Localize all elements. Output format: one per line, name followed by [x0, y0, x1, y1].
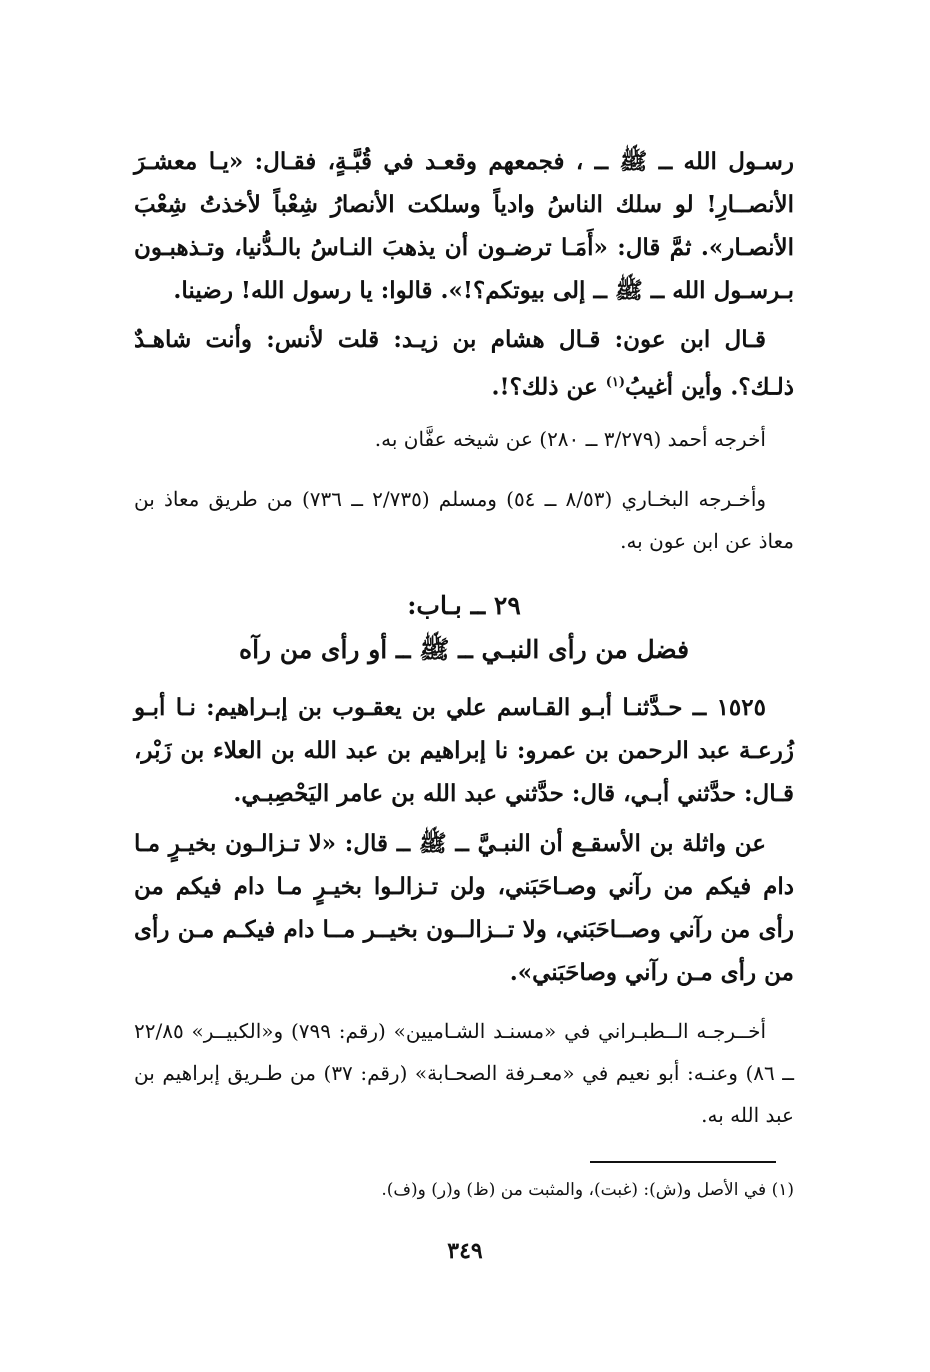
chapter-number: ٢٩ ــ بـاب:: [407, 591, 521, 620]
chapter-title: فضل من رأى النبـي ــ ﷺ ــ أو رأى من رآه: [238, 635, 690, 664]
hadith-continuation-paragraph: رسـول الله ــ ﷺ ــ ، فجمعهم وقعـد في قُبَّـةٍ، فقـال: «يـا معشـرَ الأنصــارِ! لو سلك الناسُ وادياً وسلكت الأنصارُ شِعْباً لأخذتُ شِعْبَ الأنصـار». ثمَّ قال: «أَمَـا ترضـون أن يذهبَ النـاسُ بالـدُّنيا، وتـذهبـون بـرسـول الله ــ ﷺ ــ إلى بيوتكم؟!». قالوا: يا رسول الله! رضينا.: [134, 148, 794, 304]
page-number: ٣٤٩: [447, 1238, 483, 1264]
ibn-awn-text-end: عن ذلك؟!.: [491, 373, 606, 401]
footnote-text: (١) في الأصل و(ش): (غبت)، والمثبت من (ظ) و(ر) و(ف).: [381, 1180, 794, 1200]
takhrij-tabarani: أخــرجـه الــطبـراني في «مسنـد الشـاميين» (رقم: ٧٩٩) و«الكبيــر» ٢٢/٨٥ ــ ٨٦) وعنـه: أبو نعيم في «معـرفة الصحـابة» (رقم: ٣٧) من طـريق إبراهيم بن عبد الله به.: [134, 1019, 794, 1127]
footnote-marker: (١): [605, 375, 626, 390]
hadith-1525-isnad: ١٥٢٥ ــ حـدَّثنـا أبـو القـاسم علي بن يعقـوب بن إبـراهيم: نـا أبـو زُرعـة عبد الرحمن بن عمرو: نا إبراهيم بن عبد الله بن العلاء بن زَبْر، قـال: حدَّثني أبـي، قال: حدَّثني عبد الله بن عامر اليَحْصِبـي.: [134, 694, 794, 807]
ibn-awn-text: قـال ابن عون: قـال هشام بن زيـد: قلت لأنس: وأنت شاهـدٌ ذلـك؟. وأين أغيبُ: [134, 326, 794, 401]
ibn-awn-paragraph: [134, 318, 794, 409]
hadith-1525-matn: عن واثلة بن الأسقـع أن النبـيَّ ــ ﷺ ــ قال: «لا تـزالـون بخيـرٍ مـا دام فيكم من رآني وصـاحَبَني، ولن تـزالـوا بخيـرٍ مـا دام فيكم من رأى من رآني وصــاحَبَني، ولا تــزالــون بخيــر مــا دام فيكـم مـن رأى من رأى مـن رآني وصاحَبَني».: [134, 830, 794, 986]
takhrij-bukhari-muslim: وأخـرجه البخـاري (٨/٥٣ ــ ٥٤) ومسلم (٢/٧٣٥ ــ ٧٣٦) من طريق معاذ بن معاذ عن ابن عون به.: [134, 487, 794, 553]
footnote-divider: [590, 1161, 776, 1163]
takhrij-ahmad: أخرجه أحمد (٣/٢٧٩ ــ ٢٨٠) عن شيخه عفَّان به.: [374, 427, 766, 451]
